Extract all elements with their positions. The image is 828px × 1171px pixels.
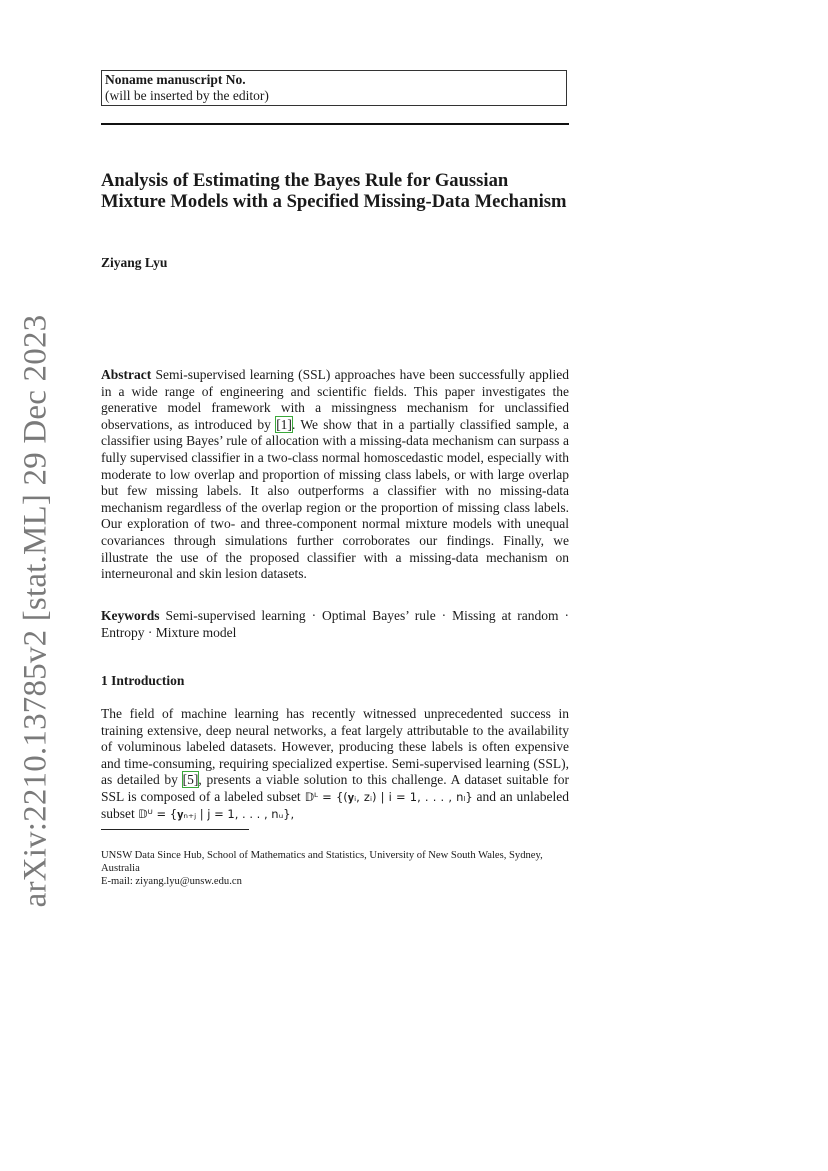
arxiv-sidebar (10, 314, 62, 908)
introduction-paragraph (101, 706, 569, 822)
manuscript-number: Noname manuscript No. (105, 72, 246, 87)
section-heading: 1 Introduction (101, 673, 185, 688)
header-rule (101, 123, 569, 125)
citation-link-1[interactable]: [1] (276, 416, 292, 432)
keywords-label: Keywords (101, 608, 160, 623)
unlabeled-subset-formula: 𝔻ᵁ = {𝐲ₙ₊ⱼ | j = 1, . . . , nᵤ}, (138, 806, 295, 821)
abstract-text-2: . We show that in a partially classified sample, a classifier using Bayes’ rule of allocation with a missing-data mechanism can surpass a fully supervised classifier in a two-class normal homoscedastic model, especially with moderate to low overlap and proportion of missing class labels, or with large overlap but few missing labels. It also outperforms a classifier with no missing-data mechanism regardless of the overlap region or the proportion of missing class labels. Our exploration of two- and three-component normal mixture models with unequal covariances through simulations further corroborates our findings. Finally, we illustrate the use of the proposed classifier with a missing-data mechanism on interneuronal and skin lesion datasets. (101, 416, 569, 582)
keywords-list: Semi-supervised learning · Optimal Bayes’ rule · Missing at random · Entropy · Mixture model (101, 608, 569, 640)
intro-text-2: , presents a viable solution to this challenge. A dataset suitable for SSL is composed of a labeled subset (101, 772, 569, 804)
abstract-label: Abstract (101, 367, 152, 382)
manuscript-box (101, 70, 567, 106)
abstract (101, 367, 569, 583)
author-affiliation: UNSW Data Since Hub, School of Mathematics and Statistics, University of New South Wales, Sydney, Australia (101, 850, 543, 874)
intro-text-3: and an unlabeled subset (101, 788, 569, 821)
labeled-subset-formula: 𝔻ᴸ = {(𝐲ᵢ, zᵢ) | i = 1, . . . , nₗ} (304, 789, 473, 804)
intro-text-1: The field of machine learning has recently witnessed unprecedented success in training extensive, deep neural networks, a feat largely attributable to the availability of voluminous labeled datasets. However, producing these labels is often expensive and time-consuming, requiring specialized expertise. Semi-supervised learning (SSL), as detailed by (101, 706, 569, 788)
paper-title: Analysis of Estimating the Bayes Rule for Gaussian Mixture Models with a Specified Missing-Data Mechanism (101, 170, 567, 212)
citation-link-5[interactable]: [5] (182, 772, 199, 788)
keywords (101, 608, 569, 641)
editor-note: (will be inserted by the editor) (105, 88, 269, 103)
author-name: Ziyang Lyu (101, 255, 168, 270)
abstract-text-1: Semi-supervised learning (SSL) approaches have been successfully applied in a wide range of engineering and scientific fields. This paper investigates the generative model framework with a missingness mechanism for unclassified observations, as introduced by (101, 367, 569, 432)
arxiv-identifier: arXiv:2210.13785v2 [stat.ML] 29 Dec 2023 (17, 314, 54, 908)
footnote-rule (101, 829, 249, 830)
author-email: E-mail: ziyang.lyu@unsw.edu.cn (101, 876, 242, 887)
footnote (101, 849, 569, 888)
